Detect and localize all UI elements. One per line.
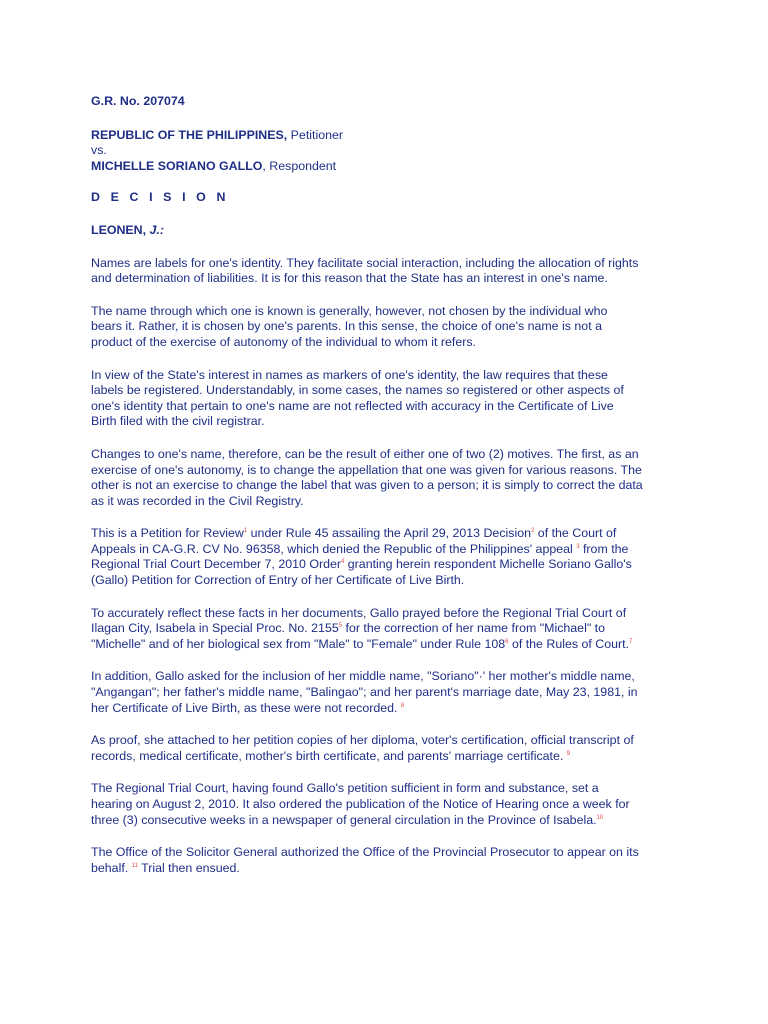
footnote-ref[interactable]: 2: [531, 528, 535, 535]
footnote-ref[interactable]: 3: [576, 543, 580, 550]
paragraph-line: and determination of liabilities. It is for this reason that the State has an interest in one's name.: [91, 271, 608, 286]
footnote-ref[interactable]: 10: [596, 814, 604, 821]
paragraph-line: [91, 701, 698, 717]
petitioner-name: REPUBLIC OF THE PHILIPPINES,: [91, 127, 288, 142]
paragraph-5: [91, 526, 698, 588]
paragraph-line: In view of the State's interest in names as markers of one's identity, the law requires that these: [91, 367, 608, 382]
text-run: Trial then ensued.: [137, 860, 240, 875]
paragraph-line: product of the exercise of autonomy of the individual to whom it refers.: [91, 334, 476, 349]
text-run: "Michelle" and of her biological sex from "Male" to "Female" under Rule 108: [91, 636, 506, 651]
paragraph-line: The Office of the Solicitor General authorized the Office of the Provincial Prosecutor to appear on its: [91, 845, 639, 860]
footnote-ref[interactable]: 4: [341, 559, 345, 566]
paragraph-1: [91, 256, 698, 287]
paragraph-line: hearing on August 2, 2010. It also ordered the publication of the Notice of Hearing once a week for: [91, 797, 630, 811]
footnote-ref[interactable]: 6: [505, 638, 509, 645]
paragraph-line: The Regional Trial Court, having found Gallo's petition sufficient in form and substance, set a: [91, 781, 599, 796]
text-run: granting herein respondent Michelle Soriano Gallo's: [344, 557, 632, 572]
paragraph-line: (Gallo) Petition for Correction of Entry of her Certificate of Live Birth.: [91, 573, 465, 588]
paragraph-line: [91, 542, 698, 558]
text-run: her Certificate of Live Birth, as these were not recorded.: [91, 700, 401, 715]
paragraph-line: To accurately reflect these facts in her documents, Gallo prayed before the Regional Trial Court of: [91, 605, 627, 620]
ponente-suffix: J.:: [149, 222, 164, 237]
ponente-line: [91, 223, 698, 239]
paragraph-line: Names are labels for one's identity. They facilitate social interaction, including the allocation of rights: [91, 255, 639, 270]
text-run: Appeals in CA-G.R. CV No. 96358, which denied the Republic of the Philippines' appeal: [91, 541, 577, 556]
text-run: under Rule 45 assailing the April 29, 2013 Decision: [247, 526, 532, 541]
text-run: from the: [579, 541, 629, 556]
footnote-ref[interactable]: 7: [629, 638, 633, 645]
paragraph-line: Birth filed with the civil registrar.: [91, 414, 265, 429]
paragraph-line: [91, 813, 698, 829]
paragraph-2: [91, 304, 698, 351]
case-parties: [91, 128, 698, 175]
paragraph-line: Changes to one's name, therefore, can be the result of either one of two (2) motives. The first, as an: [91, 446, 639, 461]
paragraph-4: [91, 447, 698, 509]
petitioner-role: Petitioner: [287, 127, 344, 142]
paragraph-6: [91, 606, 698, 653]
paragraph-line: other is not an exercise to change the label that was given to a person; it is simply to correct the data: [91, 478, 643, 493]
paragraph-line: [91, 557, 698, 573]
paragraph-line: The name through which one is known is generally, however, not chosen by the individual who: [91, 303, 608, 318]
footnote-ref[interactable]: 11: [131, 862, 138, 869]
text-run: of the Court of: [534, 526, 617, 541]
paragraph-7: [91, 669, 698, 716]
paragraph-line: exercise of one's autonomy, is to change the appellation that one was given for various reasons. The: [91, 462, 642, 477]
footnote-ref[interactable]: 9: [566, 750, 571, 757]
paragraph-line: as it was recorded in the Civil Registry.: [91, 493, 304, 508]
text-run: behalf.: [91, 860, 132, 875]
case-number: G.R. No. 207074: [91, 94, 185, 108]
paragraph-line: one's identity that pertain to one's name are not reflected with accuracy in the Certificate of Live: [91, 398, 614, 413]
paragraph-9: [91, 781, 698, 828]
paragraph-line: [91, 526, 698, 542]
footnote-ref[interactable]: 1: [243, 528, 248, 535]
petitioner-line: [91, 128, 698, 144]
paragraph-line: labels be registered. Understandably, in some cases, the names so registered or other aspects of: [91, 383, 624, 398]
paragraph-line: In addition, Gallo asked for the inclusion of her middle name, "Soriano"·' her mother's middle name,: [91, 669, 635, 684]
footnote-ref[interactable]: 5: [338, 623, 343, 630]
text-run: Ilagan City, Isabela in Special Proc. No. 2155: [91, 621, 339, 636]
paragraph-line: bears it. Rather, it is chosen by one's parents. In this sense, the choice of one's name is not a: [91, 319, 602, 334]
text-run: for the correction of her name from "Michael" to: [342, 621, 605, 636]
respondent-name: MICHELLE SORIANO GALLO: [91, 158, 263, 173]
text-run: This is a Petition for Review: [91, 526, 244, 541]
paragraph-10: [91, 845, 698, 876]
text-run: Regional Trial Court December 7, 2010 Order: [91, 557, 341, 572]
respondent-line: [91, 159, 698, 175]
respondent-role: , Respondent: [262, 158, 337, 173]
paragraph-3: [91, 368, 698, 430]
ponente-name: LEONEN,: [91, 222, 150, 237]
paragraph-8: [91, 733, 698, 764]
paragraph-line: As proof, she attached to her petition copies of her diploma, voter's certification, official transcript of: [91, 733, 634, 748]
text-run: three (3) consecutive weeks in a newspaper of general circulation in the Province of Isabela.: [91, 812, 597, 827]
paragraph-line: [91, 621, 698, 637]
text-run: of the Rules of Court.: [508, 636, 630, 651]
paragraph-line: [91, 749, 698, 765]
paragraph-line: "Angangan"; her father's middle name, "Balingao"; and her parent's marriage date, May 23, 1981, in: [91, 685, 638, 700]
versus-text: vs.: [91, 143, 107, 158]
text-run: records, medical certificate, mother's birth certificate, and parents' marriage certificate.: [91, 748, 567, 763]
paragraph-line: [91, 861, 698, 877]
decision-heading: D E C I S I O N: [91, 190, 229, 205]
footnote-ref[interactable]: 8: [400, 702, 405, 709]
paragraph-line: [91, 637, 698, 653]
